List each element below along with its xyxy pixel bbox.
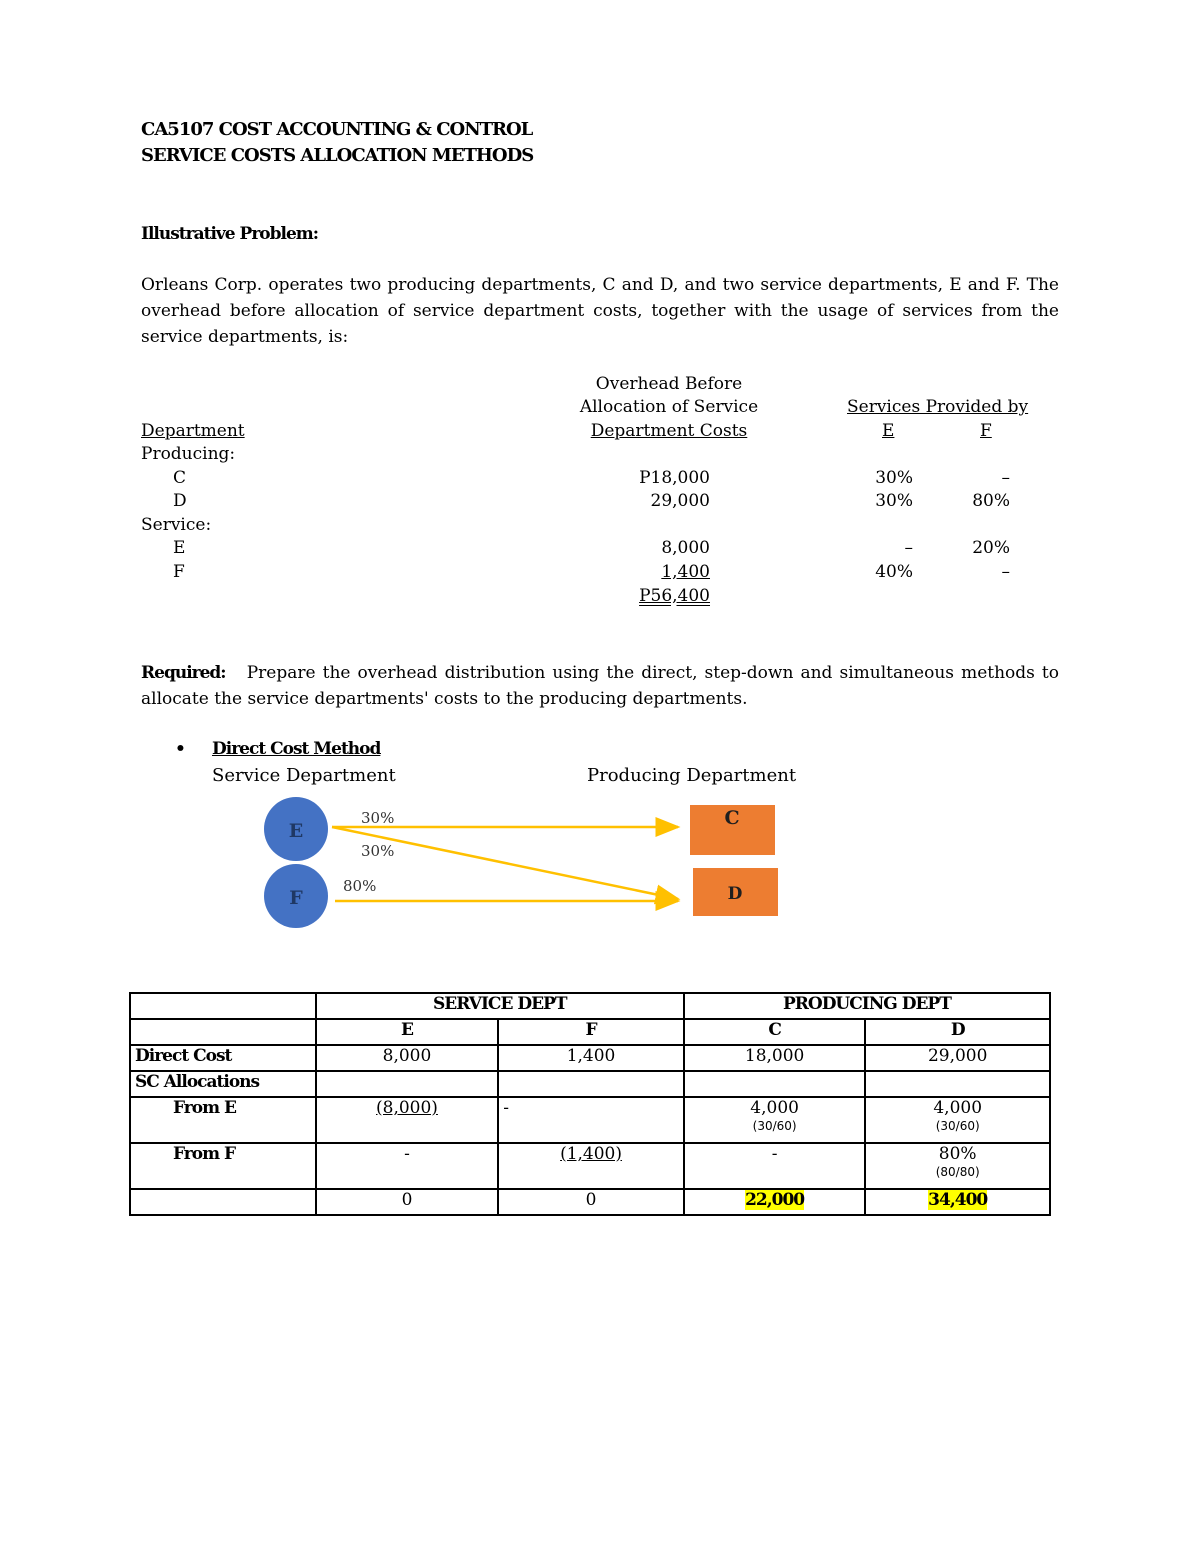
table-cell bbox=[498, 1071, 684, 1097]
overhead-total: P56,400 bbox=[639, 586, 710, 606]
table-cell bbox=[316, 1071, 499, 1097]
service-dept-header: SERVICE DEPT bbox=[316, 993, 684, 1019]
from-e-value: 4,000 bbox=[750, 1098, 799, 1118]
node-f-label: F bbox=[289, 887, 303, 909]
table-cell bbox=[498, 1143, 684, 1189]
from-f-label: From F bbox=[130, 1143, 316, 1189]
node-e-label: E bbox=[288, 820, 304, 842]
dept-f-pct: 80% bbox=[972, 491, 1010, 511]
table-row bbox=[130, 1143, 1050, 1189]
bullet: • bbox=[175, 739, 185, 759]
col-header: D bbox=[865, 1019, 1050, 1045]
table-cell: - bbox=[316, 1143, 499, 1189]
overhead-header-1: Overhead Before bbox=[595, 374, 743, 394]
allocation-table bbox=[129, 992, 1051, 1216]
from-f-value: (1,400) bbox=[560, 1144, 623, 1164]
dept-name: F bbox=[173, 562, 185, 582]
table-cell: 1,400 bbox=[498, 1045, 684, 1071]
table-row bbox=[130, 1019, 1050, 1045]
overhead-header-2: Allocation of Service bbox=[579, 397, 759, 417]
dept-name: E bbox=[173, 538, 186, 558]
col-header: F bbox=[498, 1019, 684, 1045]
producing-label: Producing: bbox=[141, 444, 236, 464]
table-row bbox=[130, 1189, 1050, 1215]
table-cell: 0 bbox=[316, 1189, 499, 1215]
from-f-value: 80% bbox=[938, 1144, 977, 1164]
dept-e-pct: 40% bbox=[875, 562, 913, 582]
table-cell bbox=[865, 1097, 1050, 1143]
table-cell: 29,000 bbox=[865, 1045, 1050, 1071]
table-row bbox=[130, 1071, 1050, 1097]
sc-allocations-label: SC Allocations bbox=[130, 1071, 316, 1097]
arrow-fd-pct: 80% bbox=[343, 877, 377, 895]
table-cell: - bbox=[498, 1097, 684, 1143]
dept-overhead: 8,000 bbox=[661, 538, 710, 558]
dept-overhead: 29,000 bbox=[650, 491, 710, 511]
problem-heading: Illustrative Problem: bbox=[141, 224, 319, 244]
dept-f-pct: – bbox=[1001, 562, 1010, 582]
total-d-highlight: 34,400 bbox=[928, 1190, 988, 1210]
producing-dept-header: PRODUCING DEPT bbox=[684, 993, 1050, 1019]
col-f-header: F bbox=[980, 421, 992, 441]
table-cell bbox=[130, 1189, 316, 1215]
table-cell bbox=[865, 1143, 1050, 1189]
direct-cost-label: Direct Cost bbox=[130, 1045, 316, 1071]
producing-department-label: Producing Department bbox=[587, 765, 797, 786]
from-e-value: (8,000) bbox=[376, 1098, 438, 1118]
table-cell bbox=[684, 1189, 866, 1215]
table-cell: 8,000 bbox=[316, 1045, 499, 1071]
table-cell bbox=[130, 993, 316, 1019]
table-cell: 18,000 bbox=[684, 1045, 866, 1071]
arrow-e-to-d bbox=[332, 827, 678, 899]
node-d-label: D bbox=[727, 884, 743, 904]
required-text: Prepare the overhead distribution using the direct, step-down and simultaneous methods to allocate the service departments' costs to the producing departments. bbox=[141, 663, 1059, 709]
table-row bbox=[130, 1097, 1050, 1143]
table-cell bbox=[865, 1189, 1050, 1215]
col-header: C bbox=[684, 1019, 866, 1045]
arrow-ec-pct: 30% bbox=[361, 809, 395, 827]
dept-overhead: P18,000 bbox=[639, 468, 710, 488]
table-cell: 0 bbox=[498, 1189, 684, 1215]
table-cell bbox=[316, 1097, 499, 1143]
node-c-label: C bbox=[724, 807, 740, 829]
dept-overhead: 1,400 bbox=[661, 562, 710, 582]
required-label: Required: bbox=[141, 663, 226, 683]
dept-e-pct: 30% bbox=[875, 491, 913, 511]
table-cell bbox=[130, 1019, 316, 1045]
total-c-highlight: 22,000 bbox=[745, 1190, 805, 1210]
col-header: E bbox=[316, 1019, 499, 1045]
from-e-note: (30/60) bbox=[752, 1119, 797, 1133]
table-cell bbox=[865, 1071, 1050, 1097]
dept-e-pct: – bbox=[904, 538, 913, 558]
from-e-label: From E bbox=[130, 1097, 316, 1143]
direct-method-title: Direct Cost Method bbox=[212, 739, 381, 759]
from-f-note: (80/80) bbox=[935, 1165, 980, 1179]
arrow-ed-pct: 30% bbox=[361, 842, 395, 860]
table-row bbox=[130, 993, 1050, 1019]
problem-text: Orleans Corp. operates two producing departments, C and D, and two service departments, E and F. The overhead before allocation of service department costs, together with the usage of services from the service departments, is: bbox=[141, 275, 1059, 347]
table-cell: - bbox=[684, 1143, 866, 1189]
table-cell bbox=[684, 1097, 866, 1143]
overhead-header-3: Department Costs bbox=[590, 421, 748, 441]
dept-name: C bbox=[173, 468, 187, 488]
col-e-header: E bbox=[882, 421, 895, 441]
table-row bbox=[130, 1045, 1050, 1071]
dept-name: D bbox=[173, 491, 187, 511]
table-cell bbox=[684, 1071, 866, 1097]
department-header: Department bbox=[141, 421, 245, 441]
dept-e-pct: 30% bbox=[875, 468, 913, 488]
service-label: Service: bbox=[141, 515, 212, 535]
topic-title: SERVICE COSTS ALLOCATION METHODS bbox=[141, 145, 534, 166]
dept-f-pct: – bbox=[1001, 468, 1010, 488]
from-e-value: 4,000 bbox=[933, 1098, 983, 1118]
course-title: CA5107 COST ACCOUNTING & CONTROL bbox=[141, 119, 533, 140]
services-header: Services Provided by bbox=[847, 397, 1029, 417]
from-e-note: (30/60) bbox=[935, 1119, 980, 1133]
service-department-label: Service Department bbox=[212, 765, 396, 786]
dept-f-pct: 20% bbox=[972, 538, 1010, 558]
